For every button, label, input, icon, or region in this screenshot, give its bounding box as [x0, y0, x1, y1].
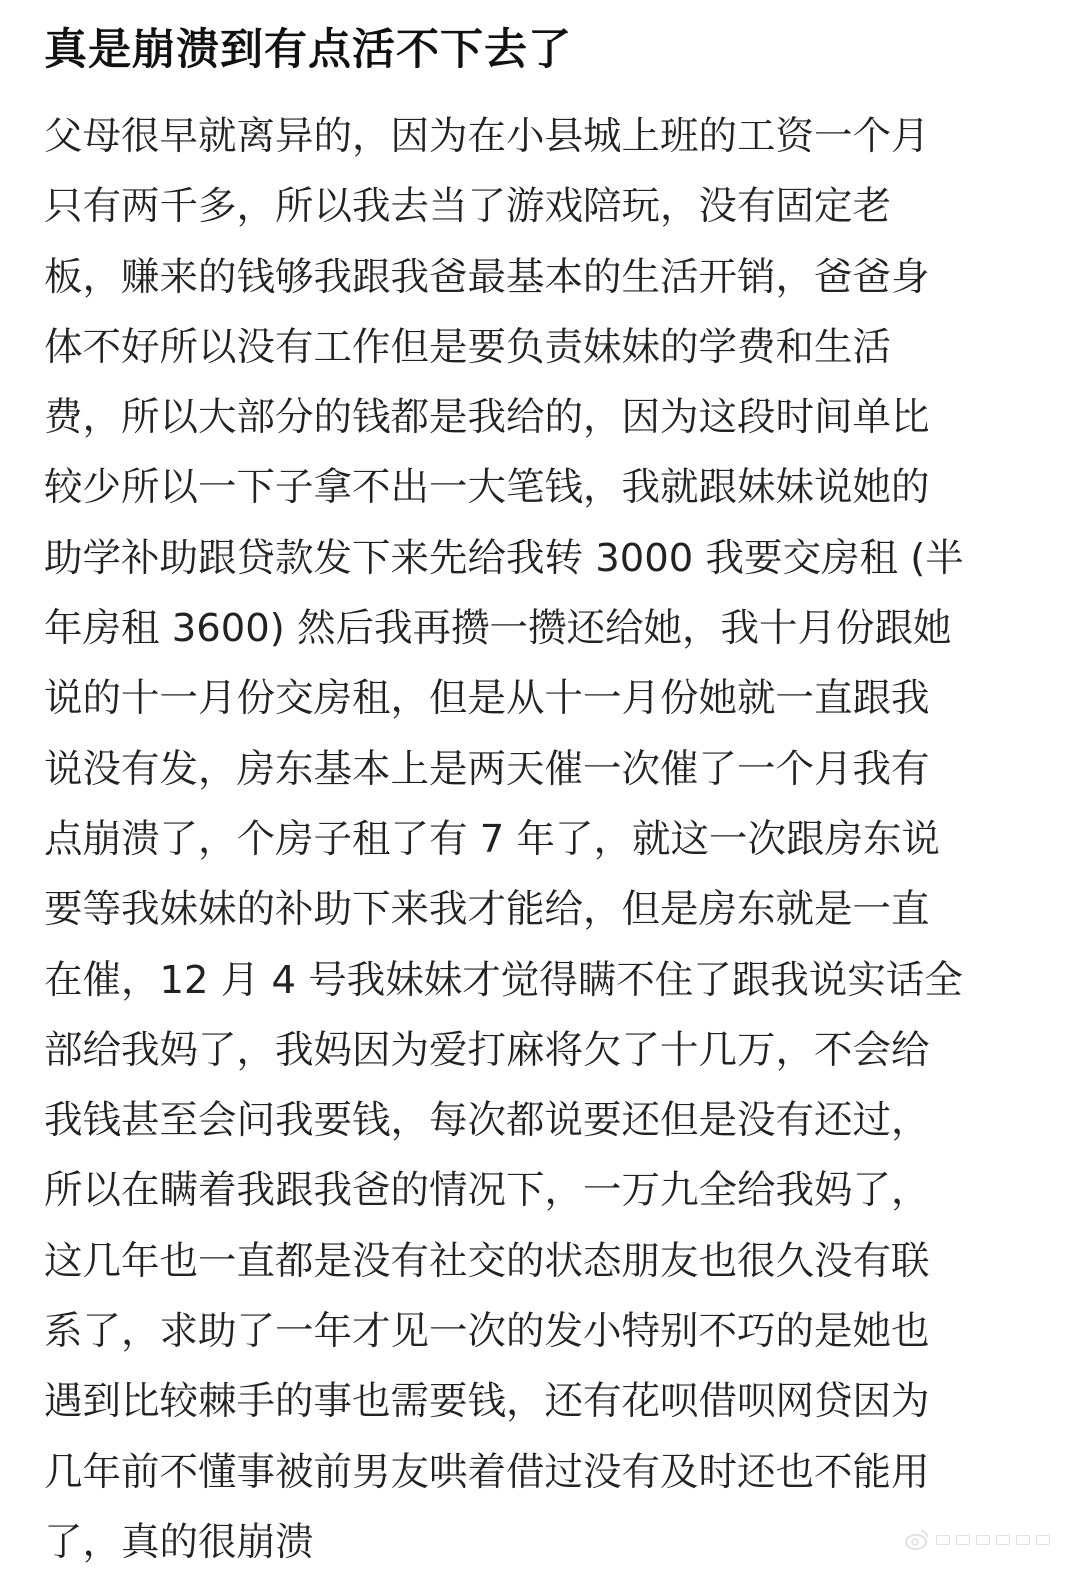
body-line: 部给我妈了，我妈因为爱打麻将欠了十几万，不会给: [44, 1027, 930, 1073]
body-line: 板，赚来的钱够我跟我爸最基本的生活开销，爸爸身: [44, 254, 930, 300]
body-line: 只有两千多，所以我去当了游戏陪玩，没有固定老: [44, 184, 892, 230]
body-line: 我钱甚至会问我要钱，每次都说要还但是没有还过，: [44, 1098, 930, 1144]
body-line: 体不好所以没有工作但是要负责妹妹的学费和生活: [44, 324, 892, 370]
body-line: 系了，求助了一年才见一次的发小特别不巧的是她也: [44, 1309, 930, 1355]
post-title: 真是崩溃到有点活不下去了: [44, 25, 572, 75]
watermark-mark: [956, 1535, 970, 1545]
body-line: 遇到比较棘手的事也需要钱，还有花呗借呗网贷因为: [44, 1379, 930, 1425]
body-line: 所以在瞒着我跟我爸的情况下，一万九全给我妈了，: [44, 1168, 930, 1214]
body-line: 在催，12 月 4 号我妹妹才觉得瞒不住了跟我说实话全: [44, 957, 963, 1003]
watermark-mark: [936, 1535, 950, 1545]
body-line: 助学补助跟贷款发下来先给我转 3000 我要交房租 (半: [44, 535, 964, 581]
body-line: 父母很早就离异的，因为在小县城上班的工资一个月: [44, 114, 930, 159]
body-line: 说没有发，房东基本上是两天催一次催了一个月我有: [44, 746, 930, 792]
weibo-logo-icon: [904, 1527, 930, 1553]
body-line: 年房租 3600) 然后我再攒一攒还给她，我十月份跟她: [44, 606, 952, 652]
watermark-mark: [976, 1535, 990, 1545]
body-line: 这几年也一直都是没有社交的状态朋友也很久没有联: [44, 1238, 930, 1284]
watermark-mark: [1016, 1535, 1030, 1545]
watermark-mark: [996, 1535, 1010, 1545]
body-line: 要等我妹妹的补助下来我才能给，但是房东就是一直: [44, 887, 930, 933]
body-line: 几年前不懂事被前男友哄着借过没有及时还也不能用: [44, 1449, 930, 1495]
body-line: 说的十一月份交房租，但是从十一月份她就一直跟我: [44, 676, 930, 722]
body-line: 了，真的很崩溃: [44, 1519, 314, 1565]
body-line: 费，所以大部分的钱都是我给的，因为这段时间单比: [44, 395, 930, 441]
body-line: 点崩溃了，个房子租了有 7 年了，就这一次跟房东说: [44, 816, 940, 862]
watermark-marks: [936, 1535, 1050, 1545]
watermark: [904, 1527, 1050, 1553]
watermark-mark: [1036, 1535, 1050, 1545]
body-line: 较少所以一下子拿不出一大笔钱，我就跟妹妹说她的: [44, 465, 930, 511]
post-body: [44, 102, 1044, 1578]
